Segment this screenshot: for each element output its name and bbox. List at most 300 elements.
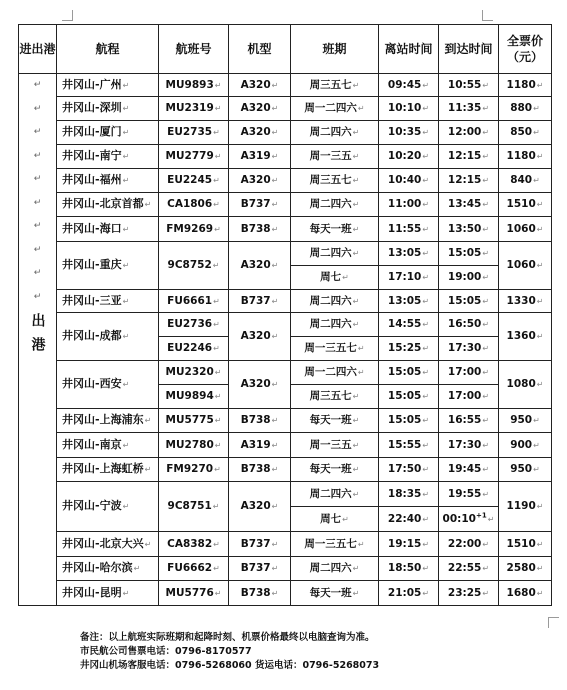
paragraph-mark-icon: ↵ (33, 103, 42, 114)
fare-cell (499, 217, 552, 242)
route-cell (57, 97, 159, 121)
arrival-cell-text: 22:55 (447, 562, 482, 574)
arrival-cell (439, 121, 499, 145)
aircraft-cell-text: A320 (240, 102, 271, 114)
arrival-cell (439, 385, 499, 409)
flight-no-cell-text: FM9269 (166, 222, 214, 235)
paragraph-mark-icon: ↵ (271, 224, 279, 234)
fare-cell-text: 1360 (506, 330, 536, 342)
paragraph-mark-icon: ↵ (536, 502, 544, 511)
departure-cell (379, 507, 439, 532)
schedule-cell (291, 74, 379, 97)
paragraph-mark-icon: ↵ (122, 440, 130, 450)
fare-cell-text: 1080 (506, 378, 536, 390)
arrival-cell-text: 15:05 (447, 247, 482, 259)
paragraph-mark-icon: ↵ (271, 152, 279, 161)
paragraph-mark-icon: ↵ (422, 128, 430, 137)
schedule-cell-text: 周二四六 (309, 294, 352, 307)
flight-no-cell (159, 74, 229, 97)
schedule-cell-text: 每天一班 (309, 414, 352, 426)
schedule-cell (291, 242, 379, 266)
paragraph-mark-icon: ↵ (122, 502, 130, 511)
paragraph-mark-icon: ↵ (422, 104, 430, 113)
fare-cell-text: 950 (510, 414, 533, 426)
aircraft-cell (229, 409, 291, 433)
paragraph-mark-icon: ↵ (422, 152, 430, 161)
departure-cell-text: 10:35 (387, 126, 422, 138)
schedule-cell-text: 周一三五 (309, 438, 352, 451)
route-cell (57, 169, 159, 193)
schedule-cell (291, 409, 379, 433)
paragraph-mark-icon: ↵ (33, 127, 42, 137)
paragraph-mark-icon: ↵ (214, 104, 222, 113)
aircraft-cell (229, 97, 291, 121)
departure-cell-text: 22:40 (387, 512, 422, 525)
fare-cell (499, 482, 552, 532)
arrival-cell-text: 22:00 (447, 537, 482, 550)
paragraph-mark-icon: ↵ (271, 200, 279, 209)
flight-no-cell-text: EU2736 (167, 318, 213, 330)
flight-no-cell-text: MU2319 (165, 102, 214, 114)
paragraph-mark-icon: ↵ (352, 320, 360, 329)
notes-remark: 备注：以上航班实际班期和起降时刻、机票价格最终以电脑查询为准。 (80, 632, 375, 643)
departure-cell-text: 10:10 (387, 102, 422, 114)
flight-no-cell (159, 121, 229, 145)
flight-no-cell (159, 557, 229, 581)
flight-no-cell (159, 337, 229, 361)
paragraph-mark-icon: ↵ (214, 465, 221, 474)
paragraph-mark-icon: ↵ (144, 539, 152, 549)
table-row (19, 409, 552, 433)
paragraph-mark-icon: ↵ (122, 80, 130, 90)
flight-no-cell (159, 193, 229, 217)
arrival-cell-text: 23:25 (447, 586, 482, 599)
table-row (19, 290, 552, 313)
arrival-cell (439, 217, 499, 242)
flight-no-cell (159, 97, 229, 121)
departure-cell (379, 337, 439, 361)
paragraph-mark-icon: ↵ (352, 489, 360, 499)
flight-no-cell-text: 9C8751 (167, 500, 212, 512)
fare-cell (499, 313, 552, 361)
aircraft-cell-text: A320 (240, 78, 271, 91)
fare-cell-text: 2580 (506, 562, 536, 574)
schedule-cell (291, 313, 379, 337)
aircraft-cell (229, 361, 291, 409)
paragraph-mark-icon: ↵ (536, 152, 544, 161)
fare-cell (499, 557, 552, 581)
paragraph-mark-icon: ↵ (214, 440, 222, 450)
paragraph-mark-icon: ↵ (271, 380, 279, 389)
fare-cell (499, 409, 552, 433)
aircraft-cell-text: B738 (240, 414, 271, 426)
table-row (19, 74, 552, 97)
paragraph-mark-icon: ↵ (533, 440, 540, 450)
route-cell-text: 井冈山-北京首都 (62, 197, 144, 210)
paragraph-mark-icon: ↵ (482, 368, 490, 377)
paragraph-mark-icon: ↵ (33, 150, 42, 161)
paragraph-mark-icon: ↵ (482, 465, 490, 474)
aircraft-cell (229, 313, 291, 361)
departure-cell (379, 385, 439, 409)
schedule-cell (291, 557, 379, 581)
paragraph-mark-icon: ↵ (122, 588, 130, 598)
departure-cell-text: 14:55 (387, 318, 422, 330)
paragraph-mark-icon: ↵ (536, 539, 544, 549)
fare-cell-text: 840 (510, 174, 533, 186)
fare-cell-text: 1190 (506, 500, 536, 512)
fare-cell (499, 581, 552, 606)
flight-no-cell-text: MU5775 (165, 414, 214, 426)
departure-cell (379, 217, 439, 242)
route-cell-text: 井冈山-上海虹桥 (62, 462, 144, 475)
paragraph-mark-icon: ↵ (422, 489, 430, 499)
aircraft-cell (229, 217, 291, 242)
paragraph-mark-icon: ↵ (214, 588, 222, 598)
paragraph-mark-icon: ↵ (352, 564, 360, 573)
departure-cell-text: 17:10 (387, 271, 422, 283)
departure-cell (379, 433, 439, 458)
flight-no-cell (159, 217, 229, 242)
paragraph-mark-icon: ↵ (352, 80, 360, 90)
paragraph-mark-icon: ↵ (352, 152, 360, 161)
paragraph-mark-icon: ↵ (482, 104, 490, 113)
paragraph-mark-icon: ↵ (422, 200, 430, 209)
paragraph-mark-icon: ↵ (482, 588, 490, 598)
arrival-cell-text: 10:55 (447, 78, 482, 91)
fare-cell (499, 145, 552, 169)
table-row (19, 217, 552, 242)
arrival-cell-text: 17:30 (447, 342, 482, 354)
route-cell (57, 458, 159, 482)
paragraph-mark-icon: ↵ (271, 440, 279, 450)
table-row (19, 313, 552, 337)
departure-cell-text: 10:20 (387, 150, 422, 162)
paragraph-mark-icon: ↵ (271, 588, 279, 598)
paragraph-mark-icon: ↵ (482, 128, 490, 137)
paragraph-mark-icon: ↵ (536, 588, 544, 598)
paragraph-mark-icon: ↵ (422, 249, 430, 258)
schedule-cell-text: 周二四六 (309, 247, 352, 259)
paragraph-mark-icon: ↵ (33, 221, 42, 231)
route-cell-text: 井冈山-福州 (62, 173, 122, 186)
departure-cell (379, 290, 439, 313)
departure-cell-text: 11:00 (387, 198, 422, 210)
header-schedule: 班期 (291, 25, 379, 74)
paragraph-mark-icon: ↵ (33, 268, 42, 278)
route-cell-text: 井冈山-西安 (62, 377, 122, 390)
paragraph-mark-icon: ↵ (213, 344, 220, 353)
aircraft-cell-text: A320 (240, 259, 271, 271)
arrival-cell-text: 11:35 (447, 102, 482, 114)
paragraph-mark-icon: ↵ (271, 332, 279, 341)
paragraph-mark-icon: ↵ (33, 291, 42, 302)
arrival-cell (439, 581, 499, 606)
arrival-cell (439, 266, 499, 290)
header-arrival: 到达时间 (439, 25, 499, 74)
departure-cell-text: 21:05 (387, 586, 422, 599)
fare-cell (499, 532, 552, 557)
paragraph-mark-icon: ↵ (352, 588, 360, 598)
header-direction: 进出港 (19, 25, 57, 74)
paragraph-mark-icon: ↵ (482, 176, 490, 185)
departure-cell (379, 458, 439, 482)
aircraft-cell (229, 482, 291, 532)
paragraph-mark-icon: ↵ (482, 273, 490, 282)
schedule-cell-text: 周二四六 (309, 487, 352, 500)
aircraft-cell (229, 532, 291, 557)
schedule-cell (291, 97, 379, 121)
table-row (19, 557, 552, 581)
aircraft-cell (229, 121, 291, 145)
departure-cell (379, 145, 439, 169)
paragraph-mark-icon: ↵ (422, 440, 430, 450)
paragraph-mark-icon: ↵ (422, 176, 430, 185)
table-header-row (19, 25, 552, 74)
paragraph-mark-icon: ↵ (352, 392, 360, 401)
paragraph-mark-icon: ↵ (213, 539, 220, 549)
paragraph-mark-icon: ↵ (213, 320, 220, 329)
paragraph-mark-icon: ↵ (352, 128, 360, 137)
paragraph-mark-icon: ↵ (482, 344, 490, 353)
aircraft-cell-text: B737 (240, 294, 271, 307)
route-cell-text: 井冈山-南宁 (62, 149, 122, 162)
paragraph-mark-icon: ↵ (422, 564, 430, 573)
fare-cell (499, 458, 552, 482)
paragraph-mark-icon: ↵ (212, 502, 220, 511)
aircraft-cell-text: A320 (240, 378, 271, 390)
header-flight-no: 航班号 (159, 25, 229, 74)
paragraph-mark-icon: ↵ (422, 588, 430, 598)
paragraph-mark-icon: ↵ (536, 564, 544, 573)
paragraph-mark-icon: ↵ (122, 224, 130, 234)
paragraph-mark-icon: ↵ (482, 416, 490, 425)
arrival-cell-text: 13:45 (447, 198, 482, 210)
arrival-cell-text: 17:30 (447, 438, 482, 451)
paragraph-mark-icon: ↵ (122, 261, 130, 270)
route-cell (57, 193, 159, 217)
aircraft-cell (229, 145, 291, 169)
paragraph-mark-icon: ↵ (536, 380, 544, 389)
flight-no-cell (159, 409, 229, 433)
arrival-cell (439, 193, 499, 217)
flight-schedule-table (18, 24, 552, 606)
aircraft-cell-text: B738 (240, 222, 271, 235)
crop-mark-top-left (62, 10, 73, 21)
arrival-cell-text: 15:05 (447, 294, 482, 307)
paragraph-mark-icon: ↵ (213, 200, 220, 209)
flight-no-cell (159, 361, 229, 385)
arrival-cell (439, 242, 499, 266)
paragraph-mark-icon: ↵ (487, 514, 495, 524)
aircraft-cell (229, 193, 291, 217)
arrival-cell-text: 17:00 (447, 366, 482, 378)
fare-cell-text: 1330 (506, 294, 536, 307)
paragraph-mark-icon: ↵ (352, 200, 360, 209)
fare-cell (499, 193, 552, 217)
arrival-cell (439, 74, 499, 97)
paragraph-mark-icon: ↵ (482, 80, 490, 90)
arrival-cell (439, 458, 499, 482)
paragraph-mark-icon: ↵ (33, 80, 42, 90)
arrival-cell-text: 19:55 (447, 487, 482, 500)
paragraph-mark-icon: ↵ (214, 80, 222, 90)
schedule-cell-text: 周一三五七 (304, 537, 357, 550)
flight-no-cell (159, 313, 229, 337)
paragraph-mark-icon: ↵ (482, 564, 490, 573)
paragraph-mark-icon: ↵ (482, 320, 490, 329)
aircraft-cell-text: A320 (240, 330, 271, 342)
arrival-cell (439, 361, 499, 385)
route-cell-text: 井冈山-厦门 (62, 125, 122, 138)
arrival-cell (439, 337, 499, 361)
paragraph-mark-icon: ↵ (482, 539, 490, 549)
paragraph-mark-icon: ↵ (271, 416, 279, 425)
table-row (19, 361, 552, 385)
paragraph-mark-icon: ↵ (482, 296, 490, 306)
route-cell (57, 217, 159, 242)
table-row (19, 145, 552, 169)
arrival-cell (439, 97, 499, 121)
departure-cell (379, 169, 439, 193)
flight-no-cell-text: EU2735 (167, 126, 213, 138)
paragraph-mark-icon: ↵ (482, 440, 490, 450)
fare-cell (499, 74, 552, 97)
departure-cell-text: 11:55 (387, 222, 422, 235)
table-row (19, 97, 552, 121)
departure-cell-text: 15:05 (387, 414, 422, 426)
flight-no-cell (159, 532, 229, 557)
schedule-cell-text: 周二四六 (309, 562, 352, 574)
notes-ticket-phone: 市民航公司售票电话：0796-8170577 (80, 646, 252, 657)
route-cell (57, 313, 159, 361)
route-cell (57, 581, 159, 606)
route-cell-text: 井冈山-昆明 (62, 585, 122, 599)
paragraph-mark-icon: ↵ (482, 224, 490, 234)
paragraph-mark-icon: ↵ (357, 344, 365, 353)
arrival-cell-text: 12:15 (447, 150, 482, 162)
schedule-cell (291, 581, 379, 606)
schedule-cell-text: 周二四六 (309, 198, 352, 210)
departure-cell (379, 532, 439, 557)
paragraph-mark-icon: ↵ (122, 176, 130, 185)
route-cell (57, 433, 159, 458)
aircraft-cell-text: A320 (240, 174, 271, 186)
paragraph-mark-icon: ↵ (271, 261, 279, 270)
aircraft-cell-text: A320 (240, 500, 271, 512)
paragraph-mark-icon: ↵ (271, 502, 279, 511)
schedule-cell (291, 145, 379, 169)
fare-cell-text: 900 (510, 438, 533, 451)
paragraph-mark-icon: ↵ (271, 564, 279, 573)
paragraph-mark-icon: ↵ (533, 465, 540, 474)
route-cell-text: 井冈山-广州 (62, 77, 122, 91)
table-row (19, 193, 552, 217)
aircraft-cell-text: B737 (240, 198, 271, 210)
flight-no-cell (159, 385, 229, 409)
aircraft-cell-text: A320 (240, 126, 271, 138)
route-cell-text: 井冈山-宁波 (62, 499, 122, 512)
fare-cell-text: 1510 (506, 198, 536, 210)
schedule-cell-text: 周一三五七 (304, 342, 357, 354)
table-row (19, 458, 552, 482)
table-row (19, 242, 552, 266)
departure-cell-text: 15:05 (387, 366, 422, 378)
paragraph-mark-icon: ↵ (536, 200, 544, 209)
paragraph-mark-icon: ↵ (342, 514, 349, 524)
departure-cell-text: 18:35 (387, 487, 422, 500)
aircraft-cell (229, 557, 291, 581)
aircraft-cell-text: A319 (240, 150, 271, 162)
paragraph-mark-icon: ↵ (352, 440, 360, 450)
direction-label: 出港 (29, 313, 46, 361)
flight-no-cell (159, 290, 229, 313)
paragraph-mark-icon: ↵ (422, 368, 430, 377)
paragraph-mark-icon: ↵ (214, 152, 222, 161)
departure-cell (379, 361, 439, 385)
paragraph-mark-icon: ↵ (352, 465, 360, 474)
paragraph-mark-icon: ↵ (422, 344, 430, 353)
departure-cell-text: 15:05 (387, 390, 422, 402)
departure-cell (379, 266, 439, 290)
schedule-cell (291, 361, 379, 385)
arrival-cell (439, 409, 499, 433)
paragraph-mark-icon: ↵ (533, 128, 540, 137)
arrival-cell (439, 507, 499, 532)
arrival-cell-text: 19:45 (447, 463, 482, 475)
paragraph-mark-icon: ↵ (271, 176, 279, 185)
schedule-cell (291, 482, 379, 507)
table-row (19, 433, 552, 458)
paragraph-mark-icon: ↵ (422, 80, 430, 90)
departure-cell (379, 242, 439, 266)
fare-cell-text: 1180 (506, 150, 536, 162)
flight-no-cell-text: MU2779 (165, 150, 214, 162)
schedule-cell-text: 每天一班 (309, 463, 352, 475)
schedule-cell (291, 266, 379, 290)
route-cell (57, 557, 159, 581)
paragraph-mark-icon: ↵ (422, 224, 430, 234)
arrival-cell-text: 12:15 (447, 174, 482, 186)
table-row (19, 532, 552, 557)
aircraft-cell-text: B738 (240, 586, 271, 599)
arrival-cell-text: 19:00 (447, 271, 482, 283)
paragraph-mark-icon: ↵ (422, 296, 430, 306)
route-cell-text: 井冈山-海口 (62, 221, 122, 235)
route-cell-text: 井冈山-上海浦东 (62, 413, 144, 426)
paragraph-mark-icon: ↵ (214, 416, 222, 425)
schedule-cell (291, 433, 379, 458)
route-cell-text: 井冈山-北京大兴 (62, 536, 144, 550)
paragraph-mark-icon: ↵ (536, 261, 544, 270)
fare-cell-text: 950 (510, 463, 533, 475)
arrival-cell (439, 433, 499, 458)
fare-cell-text: 850 (510, 126, 533, 138)
route-cell (57, 74, 159, 97)
paragraph-mark-icon: ↵ (422, 273, 430, 282)
notes-airport-phone: 井冈山机场客服电话：0796-5268060 货运电话：0796-5268073 (80, 660, 380, 671)
paragraph-mark-icon: ↵ (213, 564, 220, 573)
table-row (19, 121, 552, 145)
paragraph-mark-icon: ↵ (482, 249, 490, 258)
paragraph-mark-icon: ↵ (144, 200, 152, 209)
paragraph-mark-icon: ↵ (533, 176, 540, 185)
flight-no-cell-text: MU2780 (165, 438, 214, 451)
paragraph-mark-icon: ↵ (357, 539, 365, 549)
table-row (19, 482, 552, 507)
departure-cell-text: 18:50 (387, 562, 422, 574)
schedule-cell-text: 周一三五 (309, 150, 352, 162)
